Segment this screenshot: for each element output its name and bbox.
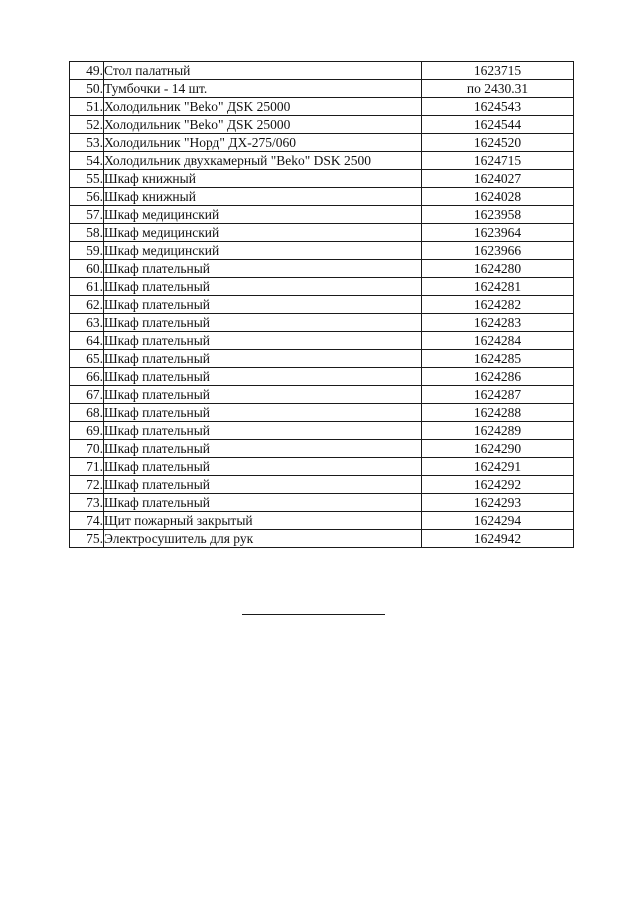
item-name-cell: Холодильник "Beko" ДSK 25000 [104,116,422,134]
inventory-number-cell: 1624028 [422,188,574,206]
row-number-cell: 62. [70,296,104,314]
row-number-cell: 53. [70,134,104,152]
row-number-cell: 65. [70,350,104,368]
item-name-cell: Шкаф медицинский [104,206,422,224]
table-row [70,206,574,224]
table-row [70,170,574,188]
inventory-number-cell: 1623966 [422,242,574,260]
item-name-cell: Шкаф плательный [104,458,422,476]
row-number-cell: 63. [70,314,104,332]
row-number-cell: 59. [70,242,104,260]
inventory-number-cell: 1624291 [422,458,574,476]
inventory-number-cell: 1624715 [422,152,574,170]
row-number-cell: 75. [70,530,104,548]
inventory-number-cell: 1624285 [422,350,574,368]
item-name-cell: Шкаф книжный [104,170,422,188]
item-name-cell: Шкаф плательный [104,404,422,422]
table-row [70,224,574,242]
table-row [70,404,574,422]
inventory-number-cell: 1624544 [422,116,574,134]
item-name-cell: Тумбочки - 14 шт. [104,80,422,98]
item-name-cell: Шкаф плательный [104,350,422,368]
item-name-cell: Шкаф медицинский [104,242,422,260]
end-of-list-rule [242,614,385,615]
inventory-number-cell: 1624294 [422,512,574,530]
item-name-cell: Шкаф плательный [104,476,422,494]
item-name-cell: Шкаф плательный [104,494,422,512]
table-row [70,260,574,278]
table-row [70,332,574,350]
table-row [70,314,574,332]
table-row [70,188,574,206]
item-name-cell: Щит пожарный закрытый [104,512,422,530]
row-number-cell: 56. [70,188,104,206]
item-name-cell: Шкаф плательный [104,314,422,332]
item-name-cell: Шкаф плательный [104,386,422,404]
table-row [70,296,574,314]
table-row [70,116,574,134]
row-number-cell: 57. [70,206,104,224]
inventory-number-cell: 1624280 [422,260,574,278]
inventory-number-cell: 1624286 [422,368,574,386]
row-number-cell: 58. [70,224,104,242]
row-number-cell: 69. [70,422,104,440]
table-row [70,350,574,368]
table-row [70,440,574,458]
table-row [70,530,574,548]
table-row [70,368,574,386]
table-row [70,458,574,476]
table-row [70,512,574,530]
item-name-cell: Шкаф плательный [104,296,422,314]
table-row [70,422,574,440]
row-number-cell: 52. [70,116,104,134]
row-number-cell: 64. [70,332,104,350]
item-name-cell: Шкаф плательный [104,440,422,458]
row-number-cell: 70. [70,440,104,458]
inventory-number-cell: 1624543 [422,98,574,116]
item-name-cell: Шкаф книжный [104,188,422,206]
inventory-number-cell: 1623964 [422,224,574,242]
inventory-number-cell: 1624290 [422,440,574,458]
inventory-number-cell: 1623958 [422,206,574,224]
inventory-number-cell: 1624288 [422,404,574,422]
row-number-cell: 50. [70,80,104,98]
inventory-number-cell: 1623715 [422,62,574,80]
table-row [70,98,574,116]
table-row [70,62,574,80]
row-number-cell: 51. [70,98,104,116]
inventory-number-cell: 1624027 [422,170,574,188]
inventory-number-cell: 1624292 [422,476,574,494]
row-number-cell: 61. [70,278,104,296]
item-name-cell: Электросушитель для рук [104,530,422,548]
inventory-table [69,61,574,548]
item-name-cell: Стол палатный [104,62,422,80]
table-row [70,476,574,494]
table-row [70,386,574,404]
row-number-cell: 49. [70,62,104,80]
table-row [70,242,574,260]
table-row [70,80,574,98]
item-name-cell: Холодильник "Норд" ДХ-275/060 [104,134,422,152]
row-number-cell: 60. [70,260,104,278]
table-row [70,134,574,152]
item-name-cell: Шкаф медицинский [104,224,422,242]
row-number-cell: 66. [70,368,104,386]
item-name-cell: Холодильник двухкамерный "Beko" DSK 2500 [104,152,422,170]
inventory-number-cell: 1624284 [422,332,574,350]
inventory-number-cell: 1624281 [422,278,574,296]
item-name-cell: Шкаф плательный [104,422,422,440]
row-number-cell: 54. [70,152,104,170]
row-number-cell: 71. [70,458,104,476]
row-number-cell: 67. [70,386,104,404]
item-name-cell: Холодильник "Beko" ДSK 25000 [104,98,422,116]
inventory-number-cell: 1624942 [422,530,574,548]
inventory-number-cell: 1624283 [422,314,574,332]
row-number-cell: 68. [70,404,104,422]
table-row [70,152,574,170]
inventory-number-cell: 1624282 [422,296,574,314]
inventory-number-cell: 1624287 [422,386,574,404]
inventory-number-cell: 1624293 [422,494,574,512]
row-number-cell: 73. [70,494,104,512]
inventory-number-cell: по 2430.31 [422,80,574,98]
row-number-cell: 72. [70,476,104,494]
inventory-number-cell: 1624520 [422,134,574,152]
row-number-cell: 74. [70,512,104,530]
table-row [70,494,574,512]
inventory-table-body [70,62,574,548]
item-name-cell: Шкаф плательный [104,260,422,278]
item-name-cell: Шкаф плательный [104,368,422,386]
item-name-cell: Шкаф плательный [104,278,422,296]
inventory-number-cell: 1624289 [422,422,574,440]
table-row [70,278,574,296]
item-name-cell: Шкаф плательный [104,332,422,350]
row-number-cell: 55. [70,170,104,188]
